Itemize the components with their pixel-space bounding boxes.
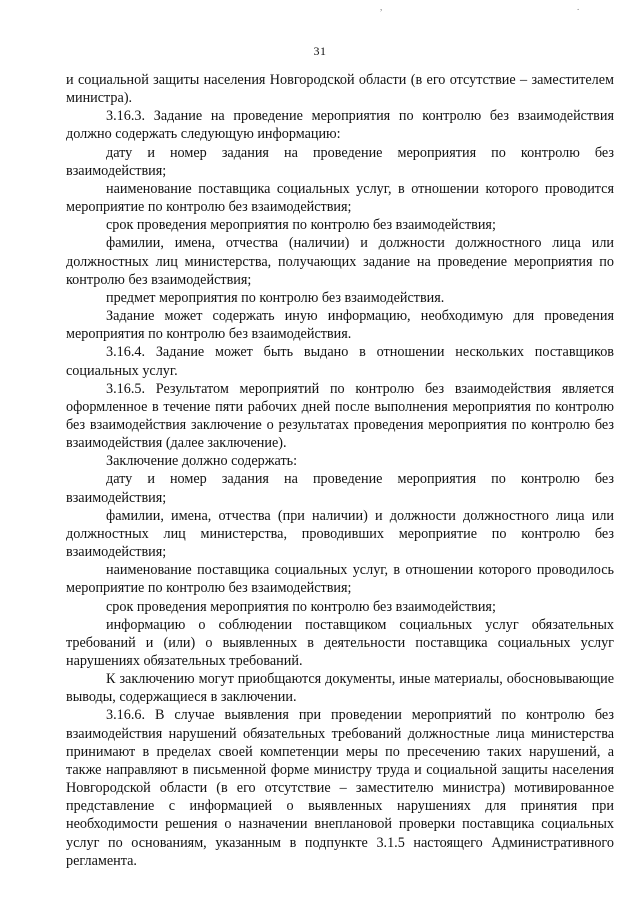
paragraph: К заключению могут приобщаются документы, иные материалы, обосновывающие выводы, содержащиеся в заключении. — [66, 671, 614, 706]
document-body — [66, 71, 614, 870]
paragraph: информацию о соблюдении поставщиком социальных услуг обязательных требований и (или) о выявленных в деятельности поставщика социальных услуг нарушениях обязательных требований. — [66, 616, 614, 669]
paragraph: фамилии, имена, отчества (наличии) и должности должностного лица или должностных лиц министерства, получающих задание на проведение мероприятия по контролю без взаимодействия; — [66, 235, 614, 288]
paragraph: предмет мероприятия по контролю без взаимодействия. — [106, 289, 445, 306]
paragraph: Задание может содержать иную информацию, необходимую для проведения мероприятия по контролю без взаимодействия. — [66, 308, 614, 343]
paragraph: дату и номер задания на проведение мероприятия по контролю без взаимодействия; — [66, 471, 614, 506]
paragraph: 3.16.5. Результатом мероприятий по контролю без взаимодействия является оформленное в течение пяти рабочих дней после выполнения мероприятия по контролю без взаимодействия заключение о результатах проведения мероприятия по контролю без взаимодействия (далее заключение). — [66, 380, 614, 452]
paragraph: срок проведения мероприятия по контролю без взаимодействия; — [106, 217, 496, 234]
page-number: 31 — [313, 44, 327, 58]
paragraph: Заключение должно содержать: — [106, 453, 298, 470]
paragraph: 3.16.3. Задание на проведение мероприятия по контролю без взаимодействия должно содержать следующую информацию: — [66, 108, 614, 143]
paragraph: наименование поставщика социальных услуг, в отношении которого проводится мероприятие по контролю без взаимодействия; — [66, 180, 614, 216]
scan-mark: , — [380, 2, 383, 12]
paragraph: фамилии, имена, отчества (при наличии) и должности должностного лица или должностных лиц министерства, проводивших мероприятие по контролю без взаимодействия; — [66, 507, 614, 561]
paragraph: наименование поставщика социальных услуг, в отношении которого проводилось мероприятие по контролю без взаимодействия; — [66, 562, 614, 597]
scan-mark: . — [577, 2, 580, 12]
paragraph: дату и номер задания на проведение мероприятия по контролю без взаимодействия; — [66, 144, 614, 179]
paragraph: и социальной защиты населения Новгородской области (в его отсутствие – заместителем министра). — [66, 72, 614, 107]
paragraph: срок проведения мероприятия по контролю без взаимодействия; — [106, 598, 496, 615]
paragraph: 3.16.6. В случае выявления при проведении мероприятий по контролю без взаимодействия нарушений обязательных требований должностные лица министерства принимают в пределах своей компетенции меры по пресечению таких нарушений, а также направляют в письменной форме министру труда и социальной защиты населения Новгородской области (в его отсутствие – заместителю министра) мотивированное представление с информацией о выявленных нарушениях для принятия при необходимости решения о назначении внеплановой проверки поставщика социальных услуг по основаниям, указанным в подпункте 3.1.5 настоящего Административного регламента. — [66, 707, 614, 869]
paragraph: 3.16.4. Задание может быть выдано в отношении нескольких поставщиков социальных услуг. — [66, 344, 614, 379]
